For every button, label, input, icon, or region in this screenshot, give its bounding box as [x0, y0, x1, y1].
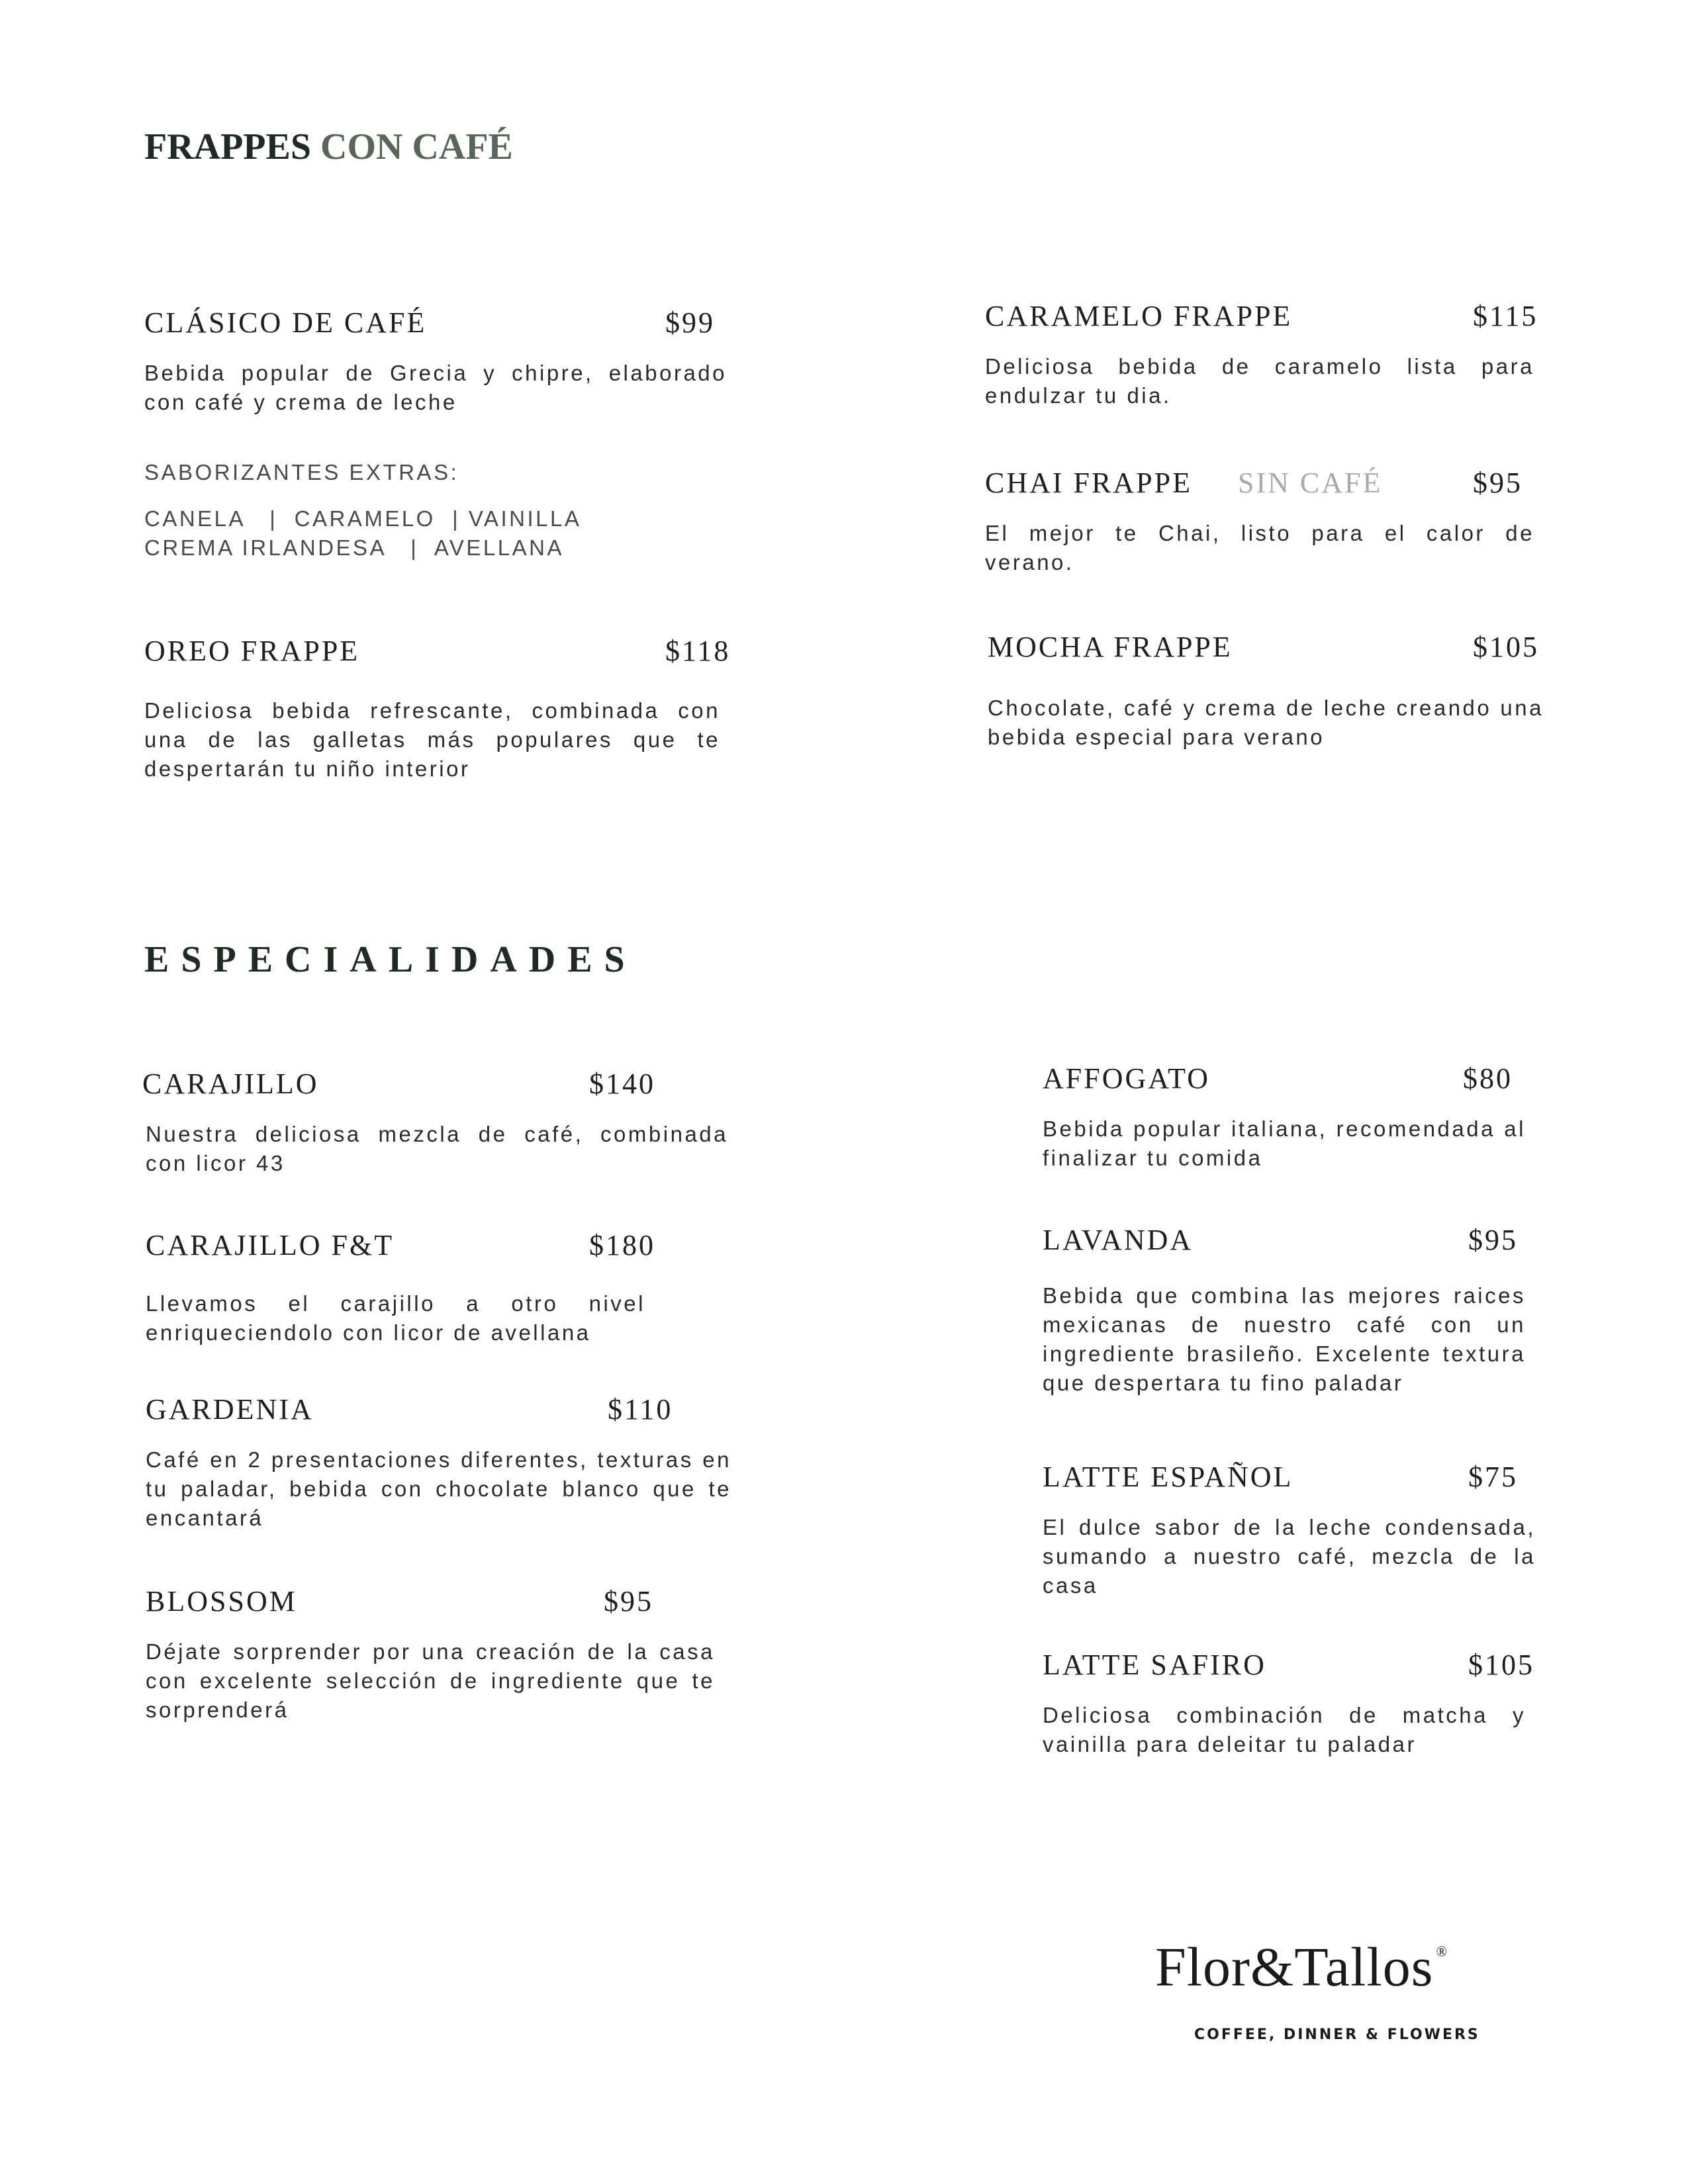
item-price-oreo: $118 — [665, 635, 731, 667]
item-desc-latte-safiro: Deliciosa combinación de matcha y vainilla para deleitar tu paladar — [1043, 1703, 1526, 1756]
extras-line-1: CANELA | CARAMELO | VAINILLA — [144, 506, 582, 531]
item-desc-carajillo: Nuestra deliciosa mezcla de café, combinada con licor 43 — [146, 1122, 728, 1175]
item-desc-blossom: Déjate sorprender por una creación de la casa con excelente selección de ingrediente que te sorprenderá — [146, 1639, 715, 1722]
item-price-affogato: $80 — [1463, 1062, 1513, 1095]
item-price-clasico: $99 — [665, 306, 715, 339]
section-title-especialidades: ESPECIALIDADES — [144, 939, 637, 980]
item-desc-chai: El mejor te Chai, listo para el calor de verano. — [985, 521, 1534, 574]
item-price-latte-safiro: $105 — [1468, 1649, 1534, 1681]
item-name-carajillo-ft: CARAJILLO F&T — [146, 1229, 395, 1261]
item-price-chai: $95 — [1473, 467, 1523, 499]
item-name-mocha: MOCHA FRAPPE — [988, 631, 1233, 663]
item-name-gardenia: GARDENIA — [146, 1393, 314, 1426]
item-desc-lavanda: Bebida que combina las mejores raices mexicanas de nuestro café con un ingrediente brasileño. Excelente textura que despertara tu fino paladar — [1043, 1283, 1526, 1395]
item-tag-sin-cafe: SIN CAFÉ — [1238, 467, 1383, 499]
item-desc-caramelo: Deliciosa bebida de caramelo lista para endulzar tu dia. — [985, 354, 1534, 408]
item-name-lavanda: LAVANDA — [1043, 1224, 1194, 1256]
title-frappes-dark: FRAPPES — [144, 126, 311, 167]
item-price-gardenia: $110 — [608, 1393, 673, 1426]
item-name-blossom: BLOSSOM — [146, 1585, 297, 1617]
item-name-caramelo: CARAMELO FRAPPE — [985, 300, 1293, 332]
item-name-chai: CHAI FRAPPE — [985, 467, 1192, 499]
item-desc-carajillo-ft: Llevamos el carajillo a otro nivel enriqueciendolo con licor de avellana — [146, 1291, 645, 1345]
brand-logo — [1155, 1935, 1448, 1999]
item-desc-mocha: Chocolate, café y crema de leche creando una bebida especial para verano — [988, 696, 1544, 749]
item-name-latte-safiro: LATTE SAFIRO — [1043, 1649, 1266, 1681]
registered-mark-icon: ® — [1436, 1943, 1448, 1960]
item-name-latte-espanol: LATTE ESPAÑOL — [1043, 1461, 1293, 1493]
item-price-carajillo: $140 — [589, 1068, 655, 1100]
item-price-carajillo-ft: $180 — [589, 1229, 655, 1261]
item-price-blossom: $95 — [604, 1585, 653, 1617]
title-frappes-accent: CON CAFÉ — [320, 126, 513, 167]
brand-name: Flor&Tallos — [1155, 1936, 1434, 1998]
brand-tagline: COFFEE, DINNER & FLOWERS — [1194, 2026, 1480, 2043]
extras-label: SABORIZANTES EXTRAS: — [144, 460, 459, 484]
item-price-mocha: $105 — [1473, 631, 1539, 663]
item-name-affogato: AFFOGATO — [1043, 1062, 1211, 1095]
extras-line-2: CREMA IRLANDESA | AVELLANA — [144, 535, 564, 560]
item-desc-gardenia: Café en 2 presentaciones diferentes, texturas en tu paladar, bebida con chocolate blanco que te encantará — [146, 1447, 731, 1530]
item-desc-oreo: Deliciosa bebida refrescante, combinada con una de las galletas más populares que te despertarán tu niño interior — [144, 698, 720, 781]
item-name-clasico: CLÁSICO DE CAFÉ — [144, 306, 427, 339]
item-price-latte-espanol: $75 — [1468, 1461, 1518, 1493]
section-title-frappes — [144, 126, 513, 168]
item-desc-latte-espanol: El dulce sabor de la leche condensada, sumando a nuestro café, mezcla de la casa — [1043, 1515, 1536, 1598]
item-price-lavanda: $95 — [1468, 1224, 1518, 1256]
item-name-carajillo: CARAJILLO — [142, 1068, 319, 1100]
item-name-oreo: OREO FRAPPE — [144, 635, 360, 667]
item-price-caramelo: $115 — [1473, 300, 1538, 332]
item-desc-affogato: Bebida popular italiana, recomendada al finalizar tu comida — [1043, 1116, 1526, 1170]
item-desc-clasico: Bebida popular de Grecia y chipre, elaborado con café y crema de leche — [144, 361, 727, 414]
